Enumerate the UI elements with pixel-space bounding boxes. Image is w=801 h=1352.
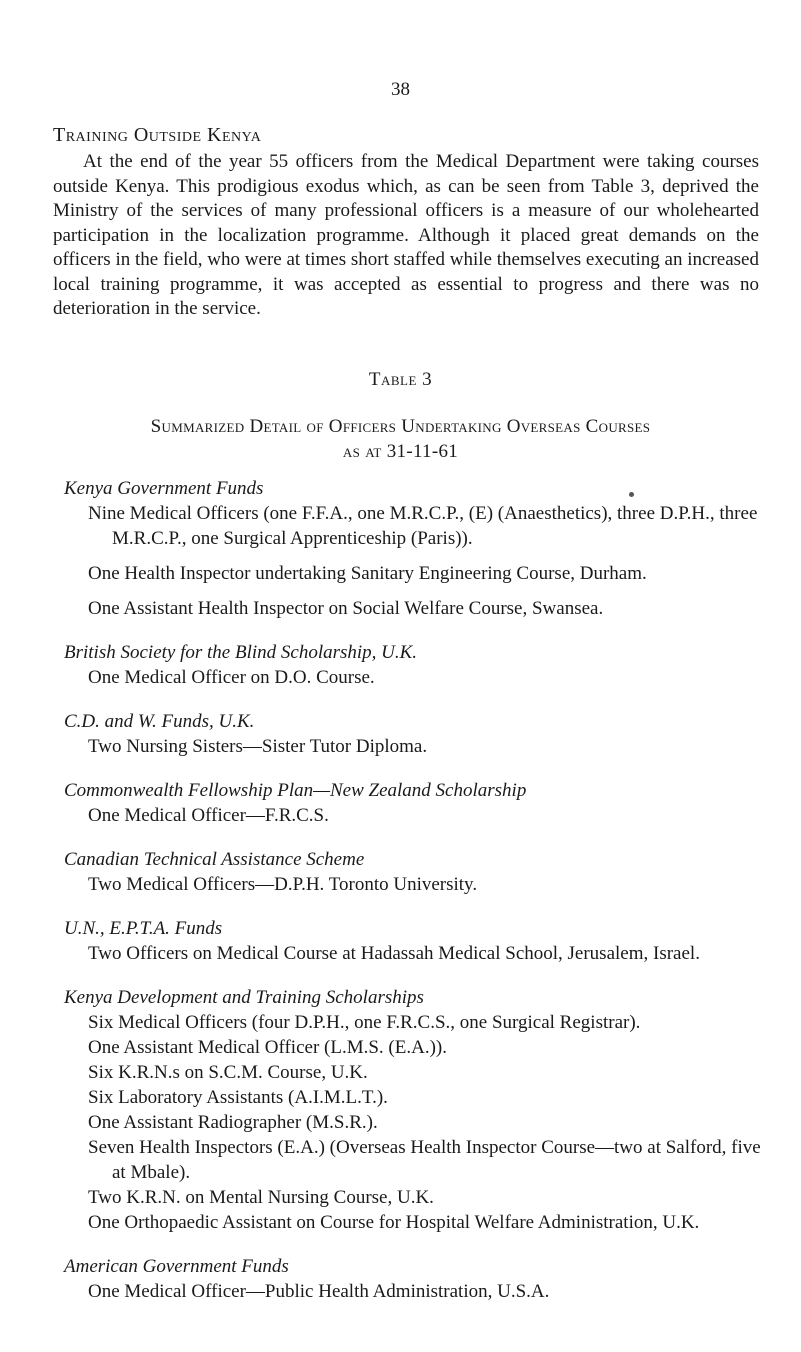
funds-list xyxy=(64,476,764,1323)
fund-group-heading: Commonwealth Fellowship Plan—New Zealand Scholarship xyxy=(64,780,527,801)
fund-group-item: Two Nursing Sisters—Sister Tutor Diploma. xyxy=(88,736,428,757)
fund-group xyxy=(64,640,764,690)
fund-group-heading: British Society for the Blind Scholarship, U.K. xyxy=(64,642,418,663)
fund-group-item: One Medical Officer—Public Health Administration, U.S.A. xyxy=(88,1281,550,1302)
fund-group-heading: American Government Funds xyxy=(64,1256,289,1277)
fund-group-item: One Orthopaedic Assistant on Course for Hospital Welfare Administration, U.K. xyxy=(88,1212,700,1233)
fund-group xyxy=(64,778,764,828)
fund-group-item: One Medical Officer on D.O. Course. xyxy=(88,667,375,688)
fund-group-item: One Assistant Health Inspector on Social Welfare Course, Swansea. xyxy=(88,598,604,619)
fund-group-item: Two Medical Officers—D.P.H. Toronto University. xyxy=(88,874,478,895)
fund-group-item: Six Laboratory Assistants (A.I.M.L.T.). xyxy=(88,1087,388,1108)
fund-group-item: Six Medical Officers (four D.P.H., one F.R.C.S., one Surgical Registrar). xyxy=(88,1012,641,1033)
fund-group-item: Six K.R.N.s on S.C.M. Course, U.K. xyxy=(88,1062,368,1083)
fund-group-item: One Assistant Medical Officer (L.M.S. (E.A.)). xyxy=(88,1037,447,1058)
fund-group-heading: U.N., E.P.T.A. Funds xyxy=(64,918,223,939)
fund-group xyxy=(64,709,764,759)
section-heading: Training Outside Kenya xyxy=(53,124,262,146)
fund-group-item: Seven Health Inspectors (E.A.) (Overseas Health Inspector Course—two at Salford, five at Mbale). xyxy=(88,1137,761,1183)
fund-group xyxy=(64,476,764,621)
fund-group-item: Two K.R.N. on Mental Nursing Course, U.K. xyxy=(88,1187,434,1208)
fund-group xyxy=(64,985,764,1235)
fund-group-item: Nine Medical Officers (one F.F.A., one M.R.C.P., (E) (Anaesthetics), three D.P.H., three M.R.C.P., one Surgical Apprenticeship (Paris)). xyxy=(88,503,758,549)
fund-group-heading: Kenya Development and Training Scholarships xyxy=(64,987,424,1008)
fund-group xyxy=(64,916,764,966)
page-number: 38 xyxy=(391,79,410,100)
fund-group-heading: C.D. and W. Funds, U.K. xyxy=(64,711,255,732)
table-date: as at 31-11-61 xyxy=(342,441,459,462)
intro-paragraph: At the end of the year 55 officers from the Medical Department were taking courses outside Kenya. This prodigious exodus which, as can be seen from Table 3, deprived the Ministry of the services of many professional officers is a measure of our wholehearted participation in the localization programme. Although it placed great demands on the officers in the field, who were at times short staffed while themselves executing an increased local training programme, it was accepted as essential to progress and there was no deterioration in the service. xyxy=(53,151,759,319)
fund-group xyxy=(64,1254,764,1304)
table-title: Table 3 xyxy=(368,369,433,390)
fund-group-item: Two Officers on Medical Course at Hadassah Medical School, Jerusalem, Israel. xyxy=(88,943,700,964)
fund-group-item: One Health Inspector undertaking Sanitary Engineering Course, Durham. xyxy=(88,563,647,584)
fund-group-item: One Assistant Radiographer (M.S.R.). xyxy=(88,1112,378,1133)
fund-group-heading: Kenya Government Funds xyxy=(64,478,264,499)
table-subtitle: Summarized Detail of Officers Undertaking Overseas Courses xyxy=(150,416,651,437)
fund-group xyxy=(64,847,764,897)
fund-group-item: One Medical Officer—F.R.C.S. xyxy=(88,805,329,826)
fund-group-heading: Canadian Technical Assistance Scheme xyxy=(64,849,365,870)
